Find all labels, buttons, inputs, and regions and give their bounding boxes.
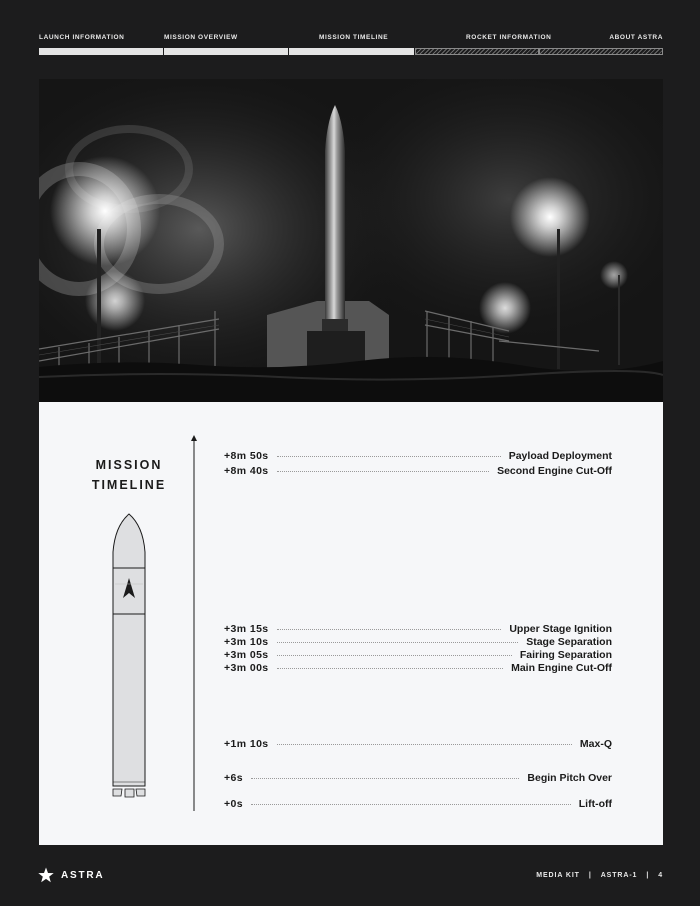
event-time: +3m 05s bbox=[224, 648, 269, 661]
nav-item-rocket-information[interactable]: ROCKET INFORMATION bbox=[466, 34, 552, 41]
nav-item-mission-timeline[interactable]: MISSION TIMELINE bbox=[319, 34, 389, 41]
leader-dots bbox=[277, 471, 490, 472]
progress-segment-launch-information bbox=[39, 48, 163, 55]
progress-segment-rocket-information bbox=[415, 48, 539, 55]
progress-segment-mission-overview bbox=[164, 48, 288, 55]
leader-dots bbox=[251, 804, 571, 805]
event-time: +8m 40s bbox=[224, 464, 269, 477]
timeline-event-main-engine-cut-off bbox=[224, 661, 612, 674]
timeline-event-fairing-separation bbox=[224, 648, 612, 661]
leader-dots bbox=[277, 629, 502, 630]
leader-dots bbox=[277, 744, 572, 745]
rocket-illustration bbox=[107, 512, 151, 802]
timeline-event-upper-stage-ignition bbox=[224, 622, 612, 635]
event-time: +3m 10s bbox=[224, 635, 269, 648]
leader-dots bbox=[277, 456, 501, 457]
timeline-event-begin-pitch-over bbox=[224, 771, 612, 784]
event-time: +1m 10s bbox=[224, 737, 269, 750]
page-number: 4 bbox=[658, 872, 663, 879]
footer-doc-title: MEDIA KIT bbox=[536, 872, 580, 879]
nav-item-about-astra[interactable]: ABOUT ASTRA bbox=[609, 34, 663, 41]
timeline-event-lift-off bbox=[224, 797, 612, 810]
event-label: Payload Deployment bbox=[508, 449, 612, 462]
brand-name: ASTRA bbox=[61, 869, 105, 881]
event-time: +3m 15s bbox=[224, 622, 269, 635]
title-line-1: MISSION bbox=[95, 458, 163, 472]
timeline-event-max-q bbox=[224, 737, 612, 750]
timeline-event-stage-separation bbox=[224, 635, 612, 648]
event-label: Second Engine Cut-Off bbox=[497, 464, 612, 477]
event-label: Stage Separation bbox=[526, 635, 612, 648]
mission-timeline-panel bbox=[39, 402, 663, 845]
mission-timeline-title bbox=[79, 455, 179, 495]
event-time: +3m 00s bbox=[224, 661, 269, 674]
event-label: Fairing Separation bbox=[519, 648, 612, 661]
event-label: Begin Pitch Over bbox=[527, 771, 612, 784]
progress-segment-mission-timeline bbox=[289, 48, 414, 55]
footer-separator: | bbox=[588, 872, 592, 879]
footer-meta bbox=[536, 872, 663, 879]
nav-item-mission-overview[interactable]: MISSION OVERVIEW bbox=[164, 34, 238, 41]
leader-dots bbox=[277, 668, 504, 669]
leader-dots bbox=[251, 778, 519, 779]
event-label: Lift-off bbox=[578, 797, 612, 810]
event-label: Main Engine Cut-Off bbox=[511, 661, 612, 674]
star-icon bbox=[38, 867, 54, 883]
event-label: Max-Q bbox=[579, 737, 612, 750]
title-line-2: TIMELINE bbox=[91, 478, 167, 492]
timeline-axis bbox=[189, 435, 199, 813]
section-progress-bar bbox=[39, 48, 663, 55]
event-time: +8m 50s bbox=[224, 449, 269, 462]
nav-item-launch-information[interactable]: LAUNCH INFORMATION bbox=[39, 34, 125, 41]
event-time: +0s bbox=[224, 797, 244, 810]
progress-segment-about-astra bbox=[539, 48, 663, 55]
section-nav bbox=[39, 34, 663, 44]
event-label: Upper Stage Ignition bbox=[509, 622, 612, 635]
footer-mission: ASTRA-1 bbox=[600, 872, 638, 879]
leader-dots bbox=[277, 655, 512, 656]
timeline-event-second-engine-cut-off bbox=[224, 464, 612, 477]
event-time: +6s bbox=[224, 771, 244, 784]
launch-pad-photo bbox=[39, 79, 663, 402]
leader-dots bbox=[277, 642, 519, 643]
timeline-event-payload-deployment bbox=[224, 449, 612, 462]
footer-separator: | bbox=[646, 872, 650, 879]
astra-logo bbox=[38, 867, 104, 883]
